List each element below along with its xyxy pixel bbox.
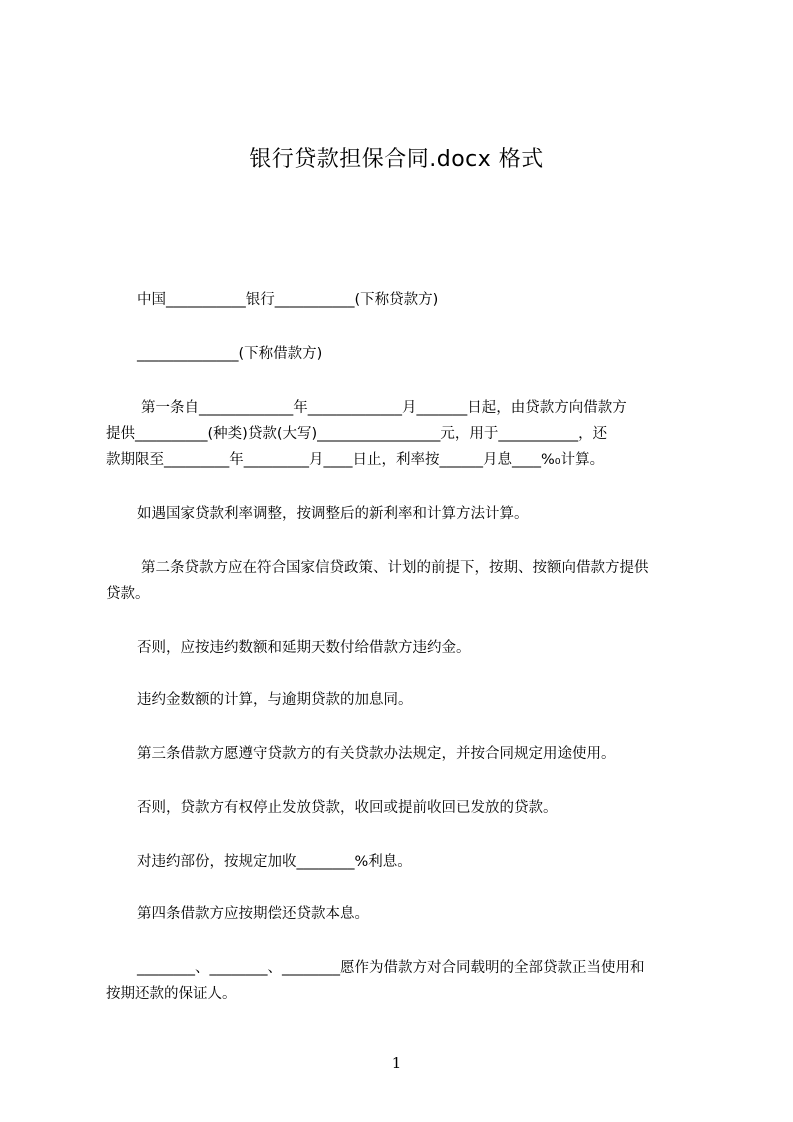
guarantor-line-2: 按期还款的保证人。	[106, 986, 237, 1002]
article-one-line-2: 提供__________(种类)贷款(大写)_________________元，用于___________，还	[106, 426, 608, 442]
document-title: 银行贷款担保合同.docx 格式	[249, 147, 544, 172]
article-one-line-3: 款期限至_________年_________月____日止，利率按______月息____%₀计算。	[106, 452, 605, 468]
paragraph-lender-line: 中国___________银行___________(下称贷款方)	[137, 292, 439, 308]
paragraph-borrower-line: ______________(下称借款方)	[137, 346, 323, 362]
paragraph-stop-loan: 否则，贷款方有权停止发放贷款，收回或提前收回已发放的贷款。	[137, 800, 558, 816]
page-number: 1	[391, 1054, 402, 1072]
article-three: 第三条借款方愿遵守贷款方的有关贷款办法规定，并按合同规定用途使用。	[137, 746, 616, 762]
article-four: 第四条借款方应按期偿还贷款本息。	[137, 906, 369, 922]
paragraph-extra-interest: 对违约部份，按规定加收________%利息。	[137, 854, 412, 870]
paragraph-penalty-calc: 违约金数额的计算，与逾期贷款的加息同。	[137, 692, 413, 708]
guarantor-line-1: ________、________、________愿作为借款方对合同载明的全部贷款正当使用和	[137, 960, 645, 976]
paragraph-penalty: 否则，应按违约数额和延期天数付给借款方违约金。	[137, 640, 471, 656]
article-two-line-2: 贷款。	[106, 586, 150, 602]
article-two-line-1: 第二条贷款方应在符合国家信贷政策、计划的前提下，按期、按额向借款方提供	[141, 560, 649, 576]
paragraph-rate-adjustment: 如遇国家贷款利率调整，按调整后的新利率和计算方法计算。	[137, 506, 529, 522]
article-one-line-1: 第一条自_____________年_____________月_______日起，由贷款方向借款方	[141, 400, 627, 416]
